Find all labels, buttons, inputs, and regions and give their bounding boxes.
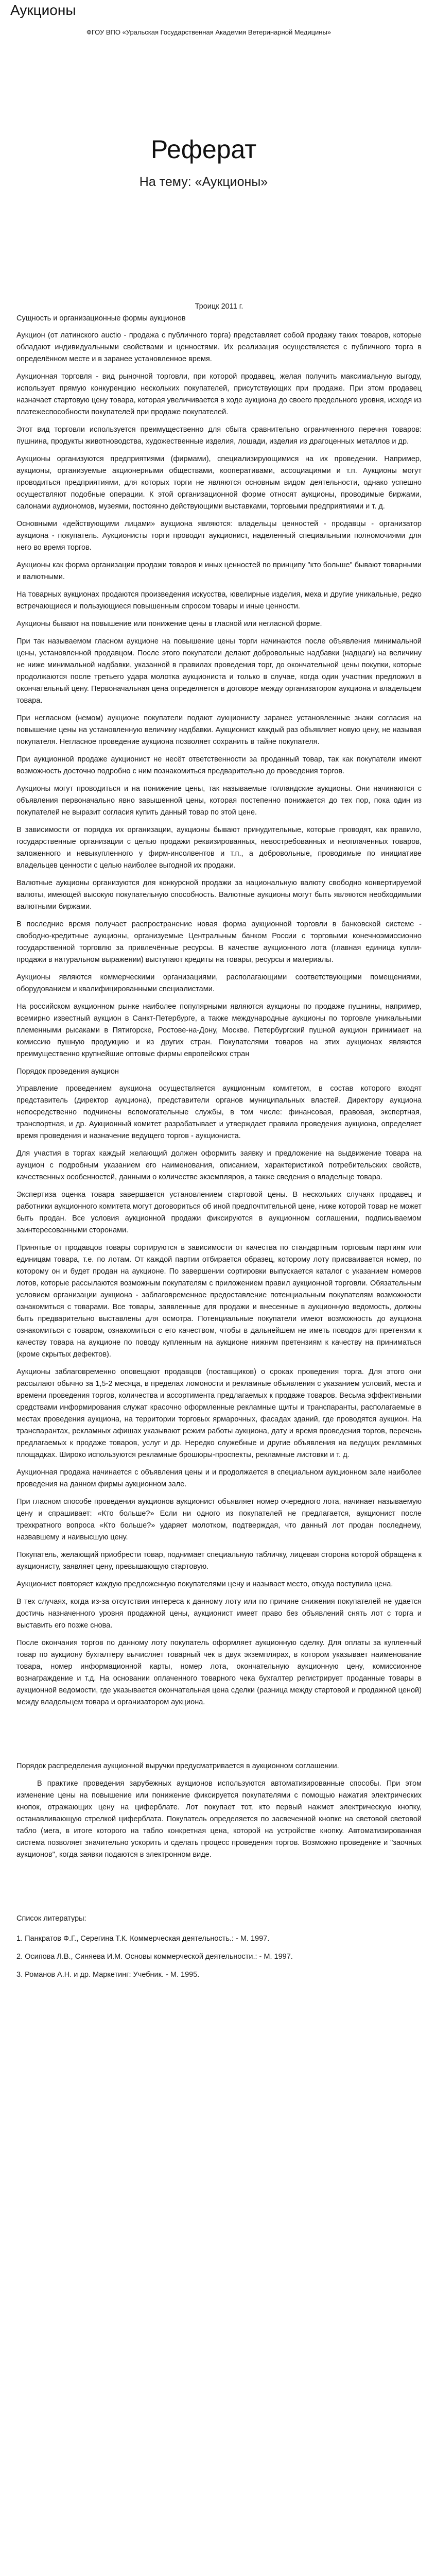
- paragraph-organizers: Аукционы организуются предприятиями (фирмами), специализирующимися на их проведении. Например, аукционы, организуемые акционерными обществами, кооперативами, ассоциациями и т.п. Аукционы могут проводиться предприятиями, для которых торги не являются основным видом деятельности, однако успешно осуществляют подобные операции. К этой организационной форме относят аукционы, проводимые биржами, салонами аудиономов, музеями, постоянно действующими выставками, торговыми предприятиями и т. д.: [16, 455, 422, 511]
- bibliography-item: 2. Осипова Л.В., Синяева И.М. Основы коммерческой деятельности.: - М. 1997.: [16, 1953, 293, 1961]
- paragraph-lot-withdrawal: В тех случаях, когда из-за отсутствия интереса к данному лоту или по причине снижения покупателей не удается достичь назначенного уровня продажной цены, аукционист имеет право без объявлений снять лот с торга и выставить его позже снова.: [16, 1598, 422, 1630]
- document-body: [10, 26, 426, 1981]
- paragraph-open-method: При гласном способе проведения аукционов аукционист объявляет номер очередного лота, начинает называемую цену и спрашивает: «Кто больше?» Если ни одного из покупателей не предлагается, аукционист после трехкратного вопроса «Кто больше?» ударяет молотком, подтверждая, что данный лот продан последнему, назвавшему и наивысшую цену.: [16, 1498, 422, 1541]
- paragraph-commodity-auctions: На товарных аукционах продаются произведения искусства, ювелирные изделия, меха и другие уникальные, редко встречающиеся и пользующиеся повышенным спросом товары и иные ценности.: [16, 590, 422, 611]
- paragraph-open-auction: При так называемом гласном аукционе на повышение цены торги начинаются после объявления минимальной цены, установленной продавцом. После этого покупатели делают добровольные надбавки (надцаги) на величину не ниже минимальной надбавки, указанной в правилах проведения торг, до окончательной цены покупки, которые продолжаются после третьего удара молотка аукциониста и только в случае, когда один участник предложил в окончательный цену. Первоначальная цена определяется в договоре между организатором аукциона и владельцем товара.: [16, 637, 422, 705]
- paragraph-commercial-orgs: Аукционы являются коммерческими организациями, располагающими соответствующими помещениями, оборудованием и квалифицированными специалистами.: [16, 973, 422, 993]
- paragraph-notification: Аукционы заблаговременно оповещают продавцов (поставщиков) о сроках проведения торга. Для этого они рассылают обычно за 1,5-2 месяца, в пределах ломоности и рекламные объявления с указанием условий, места и времени проведения торгов, количества и ассортимента предлагаемых к продаже товаров. Весьма эффективными средствами информирования служат красочно оформленные рекламные щиты и транспаранты, располагаемые в местах проведения аукциона, на территории торговых ярмарочных, фасадах зданий, где проводятся аукцион. На транспарантах, рекламных афишах указывают режим работы аукциона, дату и время проведения торгов, перечень предлагаемых к продаже товаров, услуг и др. Нередко служебные и другие объявления на ведущих рекламных площадках. Широко используются рекламные брошюры-проспекты, рекламные листовки и т. д.: [16, 1368, 422, 1459]
- institution-name: ФГОУ ВПО «Уральская Государственная Академия Ветеринарной Медицины»: [86, 28, 332, 36]
- paragraph-currency-auctions: Валютные аукционы организуются для конкурсной продажи за национальную валюту свободно конвертируемой валюты, имеющей высокую покупательную способность. Валютные аукционы могут быть являются необходимыми валютными биржами.: [16, 879, 422, 911]
- paragraph-auction-trade: Аукционная торговля - вид рыночной торговли, при которой продавец, желая получить максимальную выгоду, использует прямую конкуренцию нескольких покупателей, присутствующих при продаже. При этом продавец назначает стартовую цену товара, которая увеличивается в ходе аукциона до своего предельного уровня, исходя из платежеспособности покупателей при продаже покупателей.: [16, 372, 422, 416]
- referat-title: Реферат: [150, 135, 257, 164]
- paragraph-revenue-distribution: Порядок распределения аукционной выручки предусматривается в аукционном соглашении.: [16, 1762, 339, 1770]
- city-year: Троицк 2011 г.: [195, 302, 243, 311]
- bibliography-item: 1. Панкратов Ф.Г., Серегина Т.К. Коммерческая деятельность.: - М. 1997.: [16, 1935, 270, 1943]
- paragraph-buyer-sign: Покупатель, желающий приобрести товар, поднимает специальную табличку, лицевая сторона которой обращена к аукционисту, заявляет цену, превышающую стартовую.: [16, 1551, 422, 1571]
- paragraph-automated-methods: В практике проведения зарубежных аукционов используются автоматизированные способы. При этом изменение цены на повышение или понижение фиксируется покупателями с помощью нажатия электрических кнопок, отражающих цену на циферблате. Лот покупает тот, кто первый нажмет электрическую кнопку, останавливающую стрелкой циферблата. Покупатель определяется по засвеченной кнопке на световой световой табло (мега, в итоге которого на табло конкретная цена, которой на устройстве кнопку. Автоматизированная система позволяет значительно ускорить и сделать процесс проведения торгов. Возможно проведение и "заочных аукционов", когда заявки подаются в электронном виде.: [16, 1780, 422, 1859]
- paragraph-sale-start: Аукционная продажа начинается с объявления цены и и продолжается в специальном аукционном зале наиболее проведения на данном фирмы аукционном зале.: [16, 1468, 422, 1488]
- paragraph-expertise: Экспертиза оценка товара завершается установлением стартовой цены. В нескольких случаях продавец и работники аукционного комитета могут договориться об иной предпочтительной цене, ниже которой товар не может быть продан. Все условия аукционной продажи фиксируются в аукционном соглашении, подписываемом заинтересованными сторонами.: [16, 1191, 422, 1234]
- paragraph-credit-auctions: В последние время получает распространение новая форма аукционной торговли в банковской системе - свободно-кредитные аукционы, организуемые Центральным банком России с торговыми конечноэмиссионно государственной торговлю за привлечённые ресурсы. В качестве аукционного лота (главная единица купли-продажи в натуральном выражении) выступают кредиты на товары, ресурсы и материалы.: [16, 920, 422, 964]
- paragraph-definition: Аукцион (от латинского auctio - продажа с публичного торга) представляет собой продажу таких товаров, которые обладают индивидуальными свойствами и ценностями. Их реализация осуществляется с публичного торга в определённом месте и в заранее установленное время.: [16, 331, 422, 363]
- paragraph-commodity-currency: Аукционы как форма организации продажи товаров и иных ценностей по принципу "кто больше" бывают товарными и валютными.: [16, 561, 422, 581]
- bibliography-item: 3. Романов А.Н. и др. Маркетинг: Учебник. - М. 1995.: [16, 1971, 200, 1979]
- paragraph-responsibility: При аукционной продаже аукционист не несёт ответственности за проданный товар, так как покупатели имеют возможность досточно подробно с ним познакомиться предварительно до проведения торгов.: [16, 755, 422, 775]
- paragraph-increase-decrease: Аукционы бывают на повышение или понижение цены в гласной или негласной форме.: [16, 620, 322, 628]
- paragraph-goods-types: Этот вид торговли используется преимущественно для сбыта сравнительно ограниченного перечня товаров: пушнина, продукты животноводства, художественные изделия, лошади, изделия из драгоценных металлов и др.: [16, 426, 422, 446]
- section-heading-essence: Сущность и организационные формы аукционов: [16, 314, 186, 323]
- paragraph-payment: После окончания торгов по данному лоту покупатель оформляет аукционную сделку. Для оплаты за купленный товар по аукциону бухгалтеру вычисляет товарный чек в двух экземплярах, в котором указывает наименование товара, номер информационной карты, номер лота, окончательную аукционную цену, комиссионное вознаграждение и т.д. На основании оплаченного товарного чека бухгалтер регистрирует проданные товары в аукционной ведомости, где указывается окончательная цена сделки (разница между стартовой и продажной ценой) между владельцем товара и организатором аукциона.: [16, 1639, 422, 1706]
- paragraph-sorting-lots: Принятые от продавцов товары сортируются в зависимости от качества по стандартным торговым партиям или единицам товара, т.е. по лотам. От каждой партии отбирается образец, которому лоту присваивается номер, по которому он и будет продан на аукционе. По завершении сортировки выпускается каталог с указанием номеров лотов, которые рассылаются возможным покупателям с приложением правил аукционной торговли. Обязательным условием организации аукциона - заблаговременное предоставление потенциальным покупателям возможности ознакомиться с товарами. Все товары, заявленные для продажи и внесенные в аукционную ведомость, должны быть предварительно выставлены для осмотра. Потенциальные покупатели имеют возможность до аукциона ознакомиться с товаром, ознакомиться с его качеством, чтобы в дальнейшем не иметь поводов для претензии к качеству товара на аукционе по поводу купленным на аукционе нижним претензиям к качеству на приниматься (кроме скрытых дефектов).: [16, 1244, 422, 1359]
- paragraph-russian-market: На российском аукционном рынке наиболее популярными являются аукционы по продаже пушнины, например, всемирно известный аукцион в Санкт-Петербурге, а также международные аукционы по торговле уникальными племенными рысаками в Пятигорске, Ростове-на-Дону, Москве. Петербургский пушной аукцион принимает на комиссию пушную продукцию и из других стран. Покупателями товаров на этих аукционах являются преимущественно крупнейшие оптовые фирмы европейских стран: [16, 1003, 422, 1058]
- paragraph-dutch-auction: Аукционы могут проводиться и на понижение цены, так называемые голландские аукционы. Они начинаются с объявления первоначально явно завышенной цены, которая постепенно понижается до тех пор, пока один из покупателей не выразит согласия купить данный товар по этой цене.: [16, 785, 422, 817]
- bibliography-title: Список литературы:: [16, 1914, 86, 1923]
- paragraph-management: Управление проведением аукциона осуществляется аукционным комитетом, в состав которого входят представитель (директор аукциона), представители органов муниципальных властей. Директору аукциона непосредственно подчинены вспомогательные службы, в том числе: финансовая, правовая, экспертная, транспортная, и др. Аукционный комитет разрабатывает и утверждает правила проведения аукциона, определяет время проведения и назначение ведущего торгов - аукциониста.: [16, 1084, 422, 1140]
- spacer: [16, 1867, 422, 1913]
- paragraph-auctioneer-repeats: Аукционист повторяет каждую предложенную покупателями цену и называет место, откуда поступила цена.: [16, 1580, 393, 1588]
- paragraph-forced-voluntary: В зависимости от порядка их организации, аукционы бывают принудительные, которые проводят, как правило, государственные организации с целью продажи реквизированных, невостребованных и неоплаченных товаров, заложенного и невыкупленного у фирм-инсолвентов и т.п., а добровольные, проводимые по инициативе владельцев ценности с целью наиболее выгодной их продажи.: [16, 826, 422, 870]
- paragraph-application: Для участия в торгах каждый желающий должен оформить заявку и предложение на выдвижение товара на аукцион с подробным указанием его наименования, описанием, характеристикой потребительских свойств, качественных особенностей, данными о количестве экземпляров, а также сведения о владельце товара.: [16, 1149, 422, 1181]
- spacer: [16, 1714, 422, 1760]
- section-heading-procedure: Порядок проведения аукцион: [16, 1067, 119, 1076]
- document-title: Аукционы: [10, 2, 76, 18]
- paragraph-actors: Основными «действующими лицами» аукциона являются: владельцы ценностей - продавцы - организатор аукциона - покупатель. Аукционисты торги проводит аукционист, наделенный специальными полномочиями для него во время торгов.: [16, 520, 422, 552]
- paragraph-silent-auction: При негласном (немом) аукционе покупатели подают аукционисту заранее установленные знаки согласия на повышение цены на установленную величину надбавки. Аукционист каждый раз объявляет новую цену, не называя покупателя. Негласное проведение аукциона позволяет сохранить в тайне покупателя.: [16, 714, 422, 746]
- referat-subtitle: На тему: «Аукционы»: [139, 175, 268, 189]
